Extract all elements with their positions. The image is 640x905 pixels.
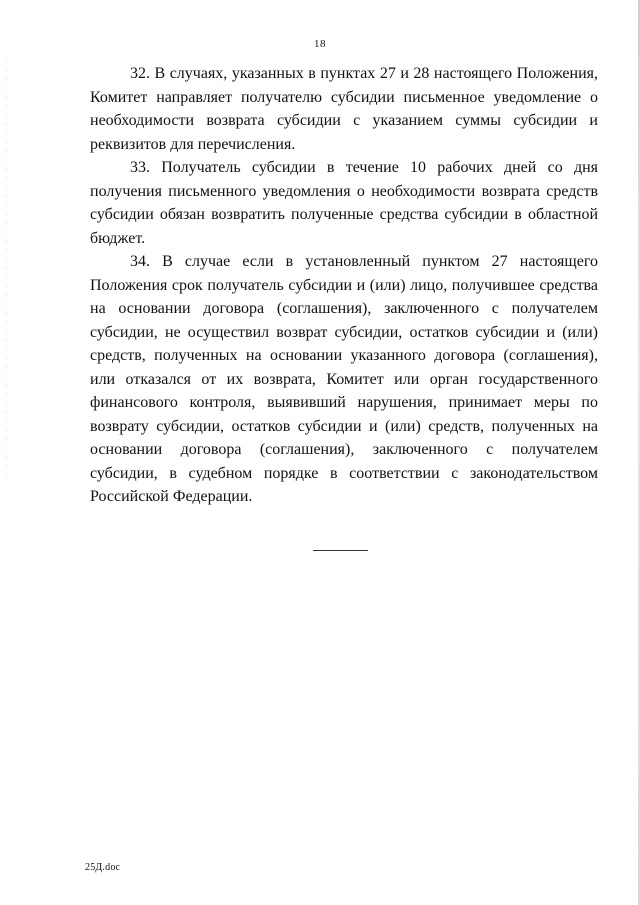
text-line: возврату субсидии, остатков субсидии и (или) средств, полученных на [90, 417, 598, 435]
text-line: бюджет. [90, 229, 146, 247]
text-line: средств, полученных на основании указанного договора (соглашения), [90, 347, 598, 364]
scan-edge-left [6, 60, 7, 480]
document-body [90, 62, 598, 509]
footer-filename: 25Д.doc [85, 862, 121, 873]
text-line: субсидии, в судебном порядке в соответствии с законодательством [90, 464, 598, 482]
end-separator-line [313, 550, 368, 551]
text-line: получения письменного уведомления о необходимости возврата средств [90, 182, 598, 200]
text-line: необходимости возврата субсидии с указанием суммы субсидии и [90, 112, 598, 129]
text-line: 33. Получатель субсидии в течение 10 рабочих дней со дня [130, 159, 598, 176]
text-line: на основании договора (соглашения), заключенного с получателем [90, 300, 598, 317]
paragraph-32 [90, 62, 598, 156]
text-line: Комитет направляет получателю субсидии письменное уведомление о [90, 88, 598, 106]
text-line: Российской Федерации. [90, 488, 253, 505]
text-line: субсидии обязан возвратить полученные средства субсидии в областной [90, 206, 598, 223]
text-line: 32. В случаях, указанных в пунктах 27 и 28 настоящего Положения, [130, 65, 598, 82]
text-line: 34. В случае если в установленный пунктом 27 настоящего [130, 253, 598, 270]
text-line: или отказался от их возврата, Комитет или орган государственного [90, 370, 598, 388]
text-line: основании договора (соглашения), заключенного с получателем [90, 441, 598, 458]
text-line: субсидии, не осуществил возврат субсидии, остатков субсидии и (или) [90, 323, 598, 341]
paragraph-34 [90, 250, 598, 509]
paragraph-33 [90, 156, 598, 250]
text-line: финансового контроля, выявивший нарушения, принимает меры по [90, 394, 598, 411]
text-line: Положения срок получатель субсидии и (или) лицо, получившее средства [90, 276, 598, 294]
page-number: 18 [314, 38, 326, 50]
text-line: реквизитов для перечисления. [90, 135, 296, 153]
